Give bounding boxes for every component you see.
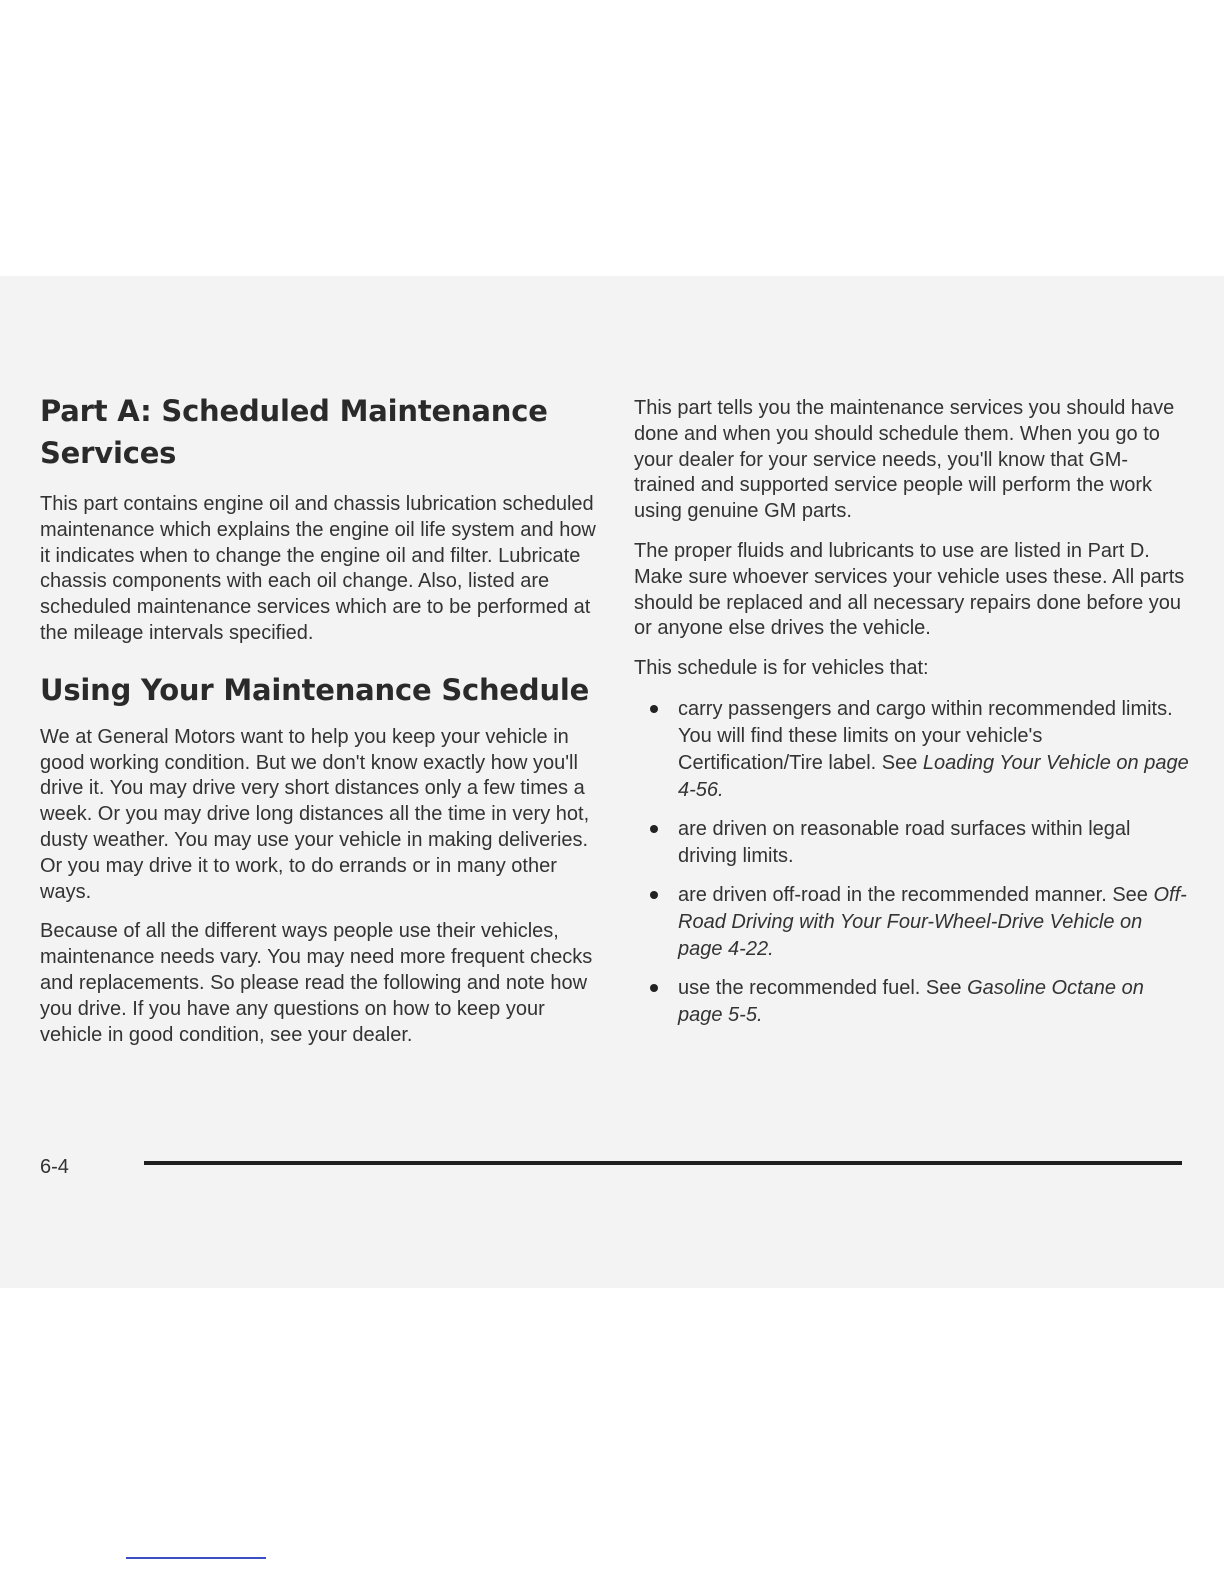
page-number: 6-4 bbox=[40, 1156, 69, 1178]
bullet-icon bbox=[650, 825, 658, 833]
list-item bbox=[634, 975, 1189, 1029]
bullet-icon bbox=[650, 891, 658, 899]
section-heading-using-schedule: Using Your Maintenance Schedule bbox=[40, 672, 590, 707]
section-heading-part-a: Part A: Scheduled Maintenance Services bbox=[40, 394, 548, 470]
vehicle-conditions-list bbox=[634, 696, 1189, 1029]
list-item bbox=[634, 696, 1189, 804]
list-item-text: use the recommended fuel. See bbox=[678, 976, 968, 999]
right-column bbox=[634, 396, 1189, 1041]
list-item bbox=[634, 816, 1189, 870]
cross-reference-link[interactable]: Gasoline Octane on page 5-5. bbox=[678, 976, 1144, 1026]
part-a-intro-paragraph: This part contains engine oil and chassis lubrication scheduled maintenance which explains the engine oil life system and how it indicates when to change the engine oil and filter. Lubricate chassis components with each oil change. Also, listed are scheduled maintenance services which are to be performed at the mileage intervals specified. bbox=[40, 493, 596, 644]
fluids-paragraph: The proper fluids and lubricants to use are listed in Part D. Make sure whoever services your vehicle uses these. All parts should be replaced and all necessary repairs done before you or anyone else drives the vehicle. bbox=[634, 539, 1185, 640]
left-column bbox=[40, 390, 600, 1062]
list-item-text: carry passengers and cargo within recommended limits. You will find these limits on your vehicle's Certification/Tire label. See bbox=[678, 697, 1173, 774]
schedule-paragraph-1: We at General Motors want to help you keep your vehicle in good working condition. But we don't know exactly how you'll drive it. You may drive very short distances only a few times a week. Or you may drive long distances all the time in very hot, dusty weather. You may use your vehicle in making deliveries. Or you may drive it to work, to do errands or in many other ways. bbox=[40, 725, 590, 903]
list-item-text: are driven off-road in the recommended manner. See bbox=[678, 883, 1154, 906]
vehicles-intro-paragraph: This schedule is for vehicles that: bbox=[634, 657, 929, 680]
cross-reference-link[interactable]: Loading Your Vehicle on page 4-56. bbox=[678, 751, 1189, 801]
services-paragraph: This part tells you the maintenance services you should have done and when you should schedule them. When you go to your dealer for your service needs, you'll know that GM-trained and supported service people will perform the work using genuine GM parts. bbox=[634, 397, 1175, 523]
footer-divider bbox=[144, 1161, 1182, 1165]
bottom-link-underline[interactable] bbox=[126, 1557, 266, 1559]
list-item bbox=[634, 882, 1189, 963]
schedule-paragraph-2: Because of all the different ways people use their vehicles, maintenance needs vary. You may need more frequent checks and replacements. So please read the following and note how you drive. If you have any questions on how to keep your vehicle in good condition, see your dealer. bbox=[40, 920, 593, 1046]
cross-reference-link[interactable]: Off-Road Driving with Your Four-Wheel-Drive Vehicle on page 4-22. bbox=[678, 883, 1187, 960]
bullet-icon bbox=[650, 705, 658, 713]
bullet-icon bbox=[650, 984, 658, 992]
list-item-text: are driven on reasonable road surfaces within legal driving limits. bbox=[678, 817, 1131, 867]
